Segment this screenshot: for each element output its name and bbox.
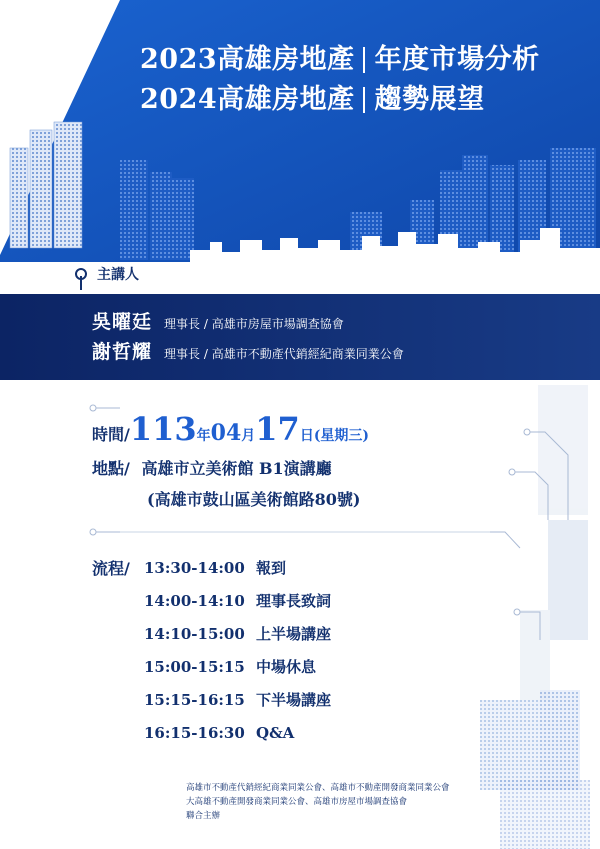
organizers-line: 高雄市不動產代銷經紀商業同業公會、高雄市不動產開發商業同業公會: [186, 783, 450, 793]
schedule-time: 16:15-16:30: [144, 723, 245, 742]
organizers-role: 聯合主辦: [186, 811, 221, 821]
schedule-time: 13:30-14:00: [144, 558, 245, 577]
schedule-row: [92, 551, 331, 584]
schedule-time: 14:10-15:00: [144, 624, 245, 643]
event-info: [92, 410, 369, 510]
schedule-row: [92, 716, 331, 749]
organizers: [186, 781, 450, 823]
title-line2-year: 2024高雄房地產: [140, 84, 355, 115]
schedule-time: 15:15-16:15: [144, 690, 245, 709]
speaker-name: 謝哲耀: [92, 341, 153, 363]
schedule: [92, 551, 331, 749]
event-day: 17: [255, 410, 300, 448]
event-month-unit: 月: [241, 428, 256, 444]
event-weekday: (星期三): [313, 428, 370, 444]
schedule-label: 流程/: [92, 559, 130, 578]
schedule-row: [92, 584, 331, 617]
event-year-unit: 年: [196, 428, 211, 444]
title-line2-topic: 趨勢展望: [374, 84, 485, 115]
schedule-time: 14:00-14:10: [144, 591, 245, 610]
time-label: 時間/: [92, 425, 130, 444]
speaker-label: 主講人: [97, 267, 139, 283]
event-venue: 高雄市立美術館 B1演講廳: [141, 459, 332, 478]
place-label: 地點/: [92, 459, 130, 478]
event-address: (高雄市鼓山區美術館路80號): [147, 490, 361, 509]
event-date-row: [92, 410, 369, 448]
speaker-title: 理事長 / 高雄市不動產代銷經紀商業同業公會: [164, 347, 404, 361]
schedule-row: [92, 683, 331, 716]
schedule-item: 中場休息: [256, 658, 317, 676]
event-year: 113: [129, 410, 197, 448]
title-line1-year: 2023高雄房地產: [140, 44, 355, 75]
schedule-item: Q&A: [256, 723, 295, 742]
event-month: 04: [210, 420, 242, 446]
schedule-row: [92, 617, 331, 650]
event-day-unit: 日: [299, 428, 314, 444]
organizers-line: 大高雄不動產開發商業同業公會、高雄市房屋市場調查協會: [186, 797, 408, 807]
title-line1-topic: 年度市場分析: [374, 44, 540, 75]
schedule-item: 報到: [256, 559, 287, 577]
event-venue-row: [92, 456, 369, 479]
schedule-item: 下半場講座: [256, 691, 332, 709]
speaker-title: 理事長 / 高雄市房屋市場調查協會: [164, 317, 344, 331]
schedule-item: 理事長致詞: [256, 592, 332, 610]
speaker-name: 吳曜廷: [92, 311, 153, 333]
schedule-item: 上半場講座: [256, 625, 332, 643]
schedule-row: [92, 650, 331, 683]
schedule-time: 15:00-15:15: [144, 657, 245, 676]
